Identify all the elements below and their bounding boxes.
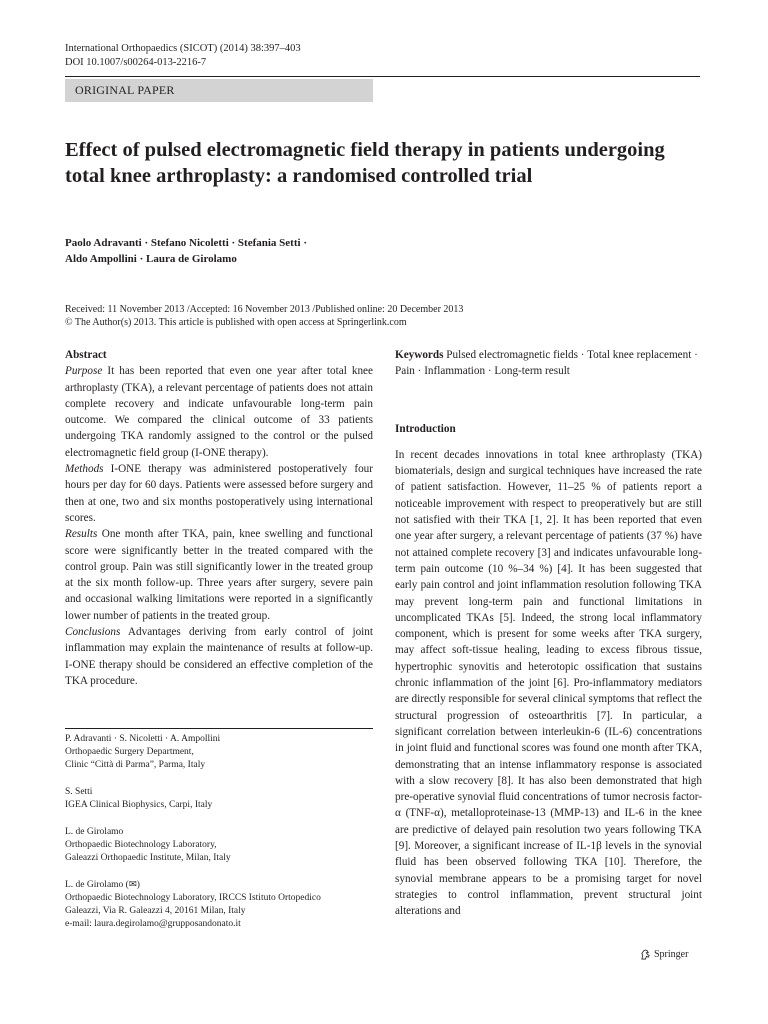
methods-text: I-ONE therapy was administered postoperatively four hours per day for 60 days. Patients were assessed before surgery and then at one, two and six months postoperatively using international scores. xyxy=(65,463,373,524)
article-title: Effect of pulsed electromagnetic field therapy in patients undergoing total knee arthroplasty: a randomised controlled trial xyxy=(65,139,665,187)
results-text: One month after TKA, pain, knee swelling and functional score were significantly better in the treated compared with the control group. Pain was still significantly lower in the treated group at the six month follow-up. Three years after surgery, severe pain and occasional walking limitations were reported in a significantly lower number of patients in the treated group. xyxy=(65,528,373,622)
affiliations xyxy=(65,733,373,931)
affiliation xyxy=(65,733,373,772)
keywords xyxy=(395,347,702,380)
abstract xyxy=(65,347,373,689)
authors-line-2: Aldo Ampollini · Laura de Girolamo xyxy=(65,253,237,265)
springer-horse-icon xyxy=(640,949,651,960)
publisher-name: Springer xyxy=(654,949,689,960)
affiliation-line: IGEA Clinical Biophysics, Carpi, Italy xyxy=(65,800,213,810)
email-link[interactable]: e-mail: laura.degirolamo@grupposandonato.it xyxy=(65,919,241,929)
keywords-heading: Keywords xyxy=(395,349,444,361)
keywords-text: Pulsed electromagnetic fields · Total knee replacement · Pain · Inflammation · Long-term result xyxy=(395,349,698,378)
doi[interactable]: DOI 10.1007/s00264-013-2216-7 xyxy=(65,57,207,68)
corresponding-affiliation xyxy=(65,879,373,931)
abstract-conclusions xyxy=(65,624,373,689)
section-label: ORIGINAL PAPER xyxy=(65,79,373,102)
affiliation xyxy=(65,826,373,865)
affiliation-rule xyxy=(65,728,373,729)
abstract-methods xyxy=(65,461,373,526)
conclusions-text: Advantages deriving from early control of joint inflammation may explain the maintenance of results at follow-up. I-ONE therapy should be considered an effective completion of the TKA procedure. xyxy=(65,626,373,687)
affiliation-line: Orthopaedic Biotechnology Laboratory, IRCCS Istituto Ortopedico xyxy=(65,893,321,903)
methods-label: Methods xyxy=(65,463,104,476)
authors-line-1: Paolo Adravanti · Stefano Nicoletti · Stefania Setti · xyxy=(65,237,307,249)
affiliation-line: L. de Girolamo xyxy=(65,827,124,837)
introduction-heading: Introduction xyxy=(395,422,456,435)
publication-dates: Received: 11 November 2013 /Accepted: 16 November 2013 /Published online: 20 December 2013 xyxy=(65,304,464,315)
publisher-logo xyxy=(640,949,688,960)
abstract-heading: Abstract xyxy=(65,349,107,361)
article-history xyxy=(65,303,705,329)
results-label: Results xyxy=(65,528,98,541)
affiliation-line: S. Setti xyxy=(65,787,93,797)
affiliation-line: L. de Girolamo (✉) xyxy=(65,880,140,890)
right-column xyxy=(395,347,702,920)
affiliation-line: P. Adravanti · S. Nicoletti · A. Ampollini xyxy=(65,734,221,744)
abstract-results xyxy=(65,526,373,624)
author-list xyxy=(65,235,465,267)
journal-header xyxy=(65,42,301,70)
conclusions-label: Conclusions xyxy=(65,626,121,639)
affiliation-line: Galeazzi, Via R. Galeazzi 4, 20161 Milan, Italy xyxy=(65,906,246,916)
introduction-text: In recent decades innovations in total knee arthroplasty (TKA) biomaterials, design and surgical techniques have increased the rate of patient satisfaction. However, 11–25 % of patients report a noticeable improvement with respect to preoperatively but are still not satisfied with their TKA [1, 2]. It has been reported that even one year after surgery, a relevant percentage of patients (37 %) have not attained complete recovery [3] and indicates unfavourable long-term pain outcome (10 %–34 %) [4]. It has been suggested that early pain control and joint inflammation resolution following TKA may prevent long-term pain and functional limitations in uncomplicated TKAs [5]. Indeed, the strong local inflammatory component, which is present for some weeks after TKA surgery, may affect soft-tissue healing, leading to excess fibrous tissue, hypertrophic synovitis and heterotopic ossification that sustains chronic inflammation of the joint [6]. Pro-inflammatory mediators are directly responsible for several clinical symptoms that reflect the structural progression of osteoarthritis [7]. In particular, a significant correlation between interleukin-6 (IL-6) concentrations in joint fluid and functional scores was found one month after TKA, demonstrating that an intense inflammatory response is associated with a slow recovery [8]. It has also been demonstrated that high pre-operative synovial fluid concentrations of tumor necrosis factor-α (TNF-α), metalloproteinase-13 (MMP-13) and IL-6 in the knee are predictive of delayed pain resolution two years following TKA [9]. Moreover, a significant increase of IL-1β levels in the synovial fluid has been observed following TKA [10]. Therefore, the synovial membrane appears to be a promising target for novel strategies to control inflammation, prevent structural joint alterations and xyxy=(395,448,702,918)
affiliation-line: Orthopaedic Surgery Department, xyxy=(65,747,194,757)
copyright-notice: © The Author(s) 2013. This article is published with open access at Springerlink.com xyxy=(65,317,407,328)
affiliation-line: Orthopaedic Biotechnology Laboratory, xyxy=(65,840,217,850)
abstract-purpose xyxy=(65,363,373,461)
affiliation-line: Clinic “Città di Parma”, Parma, Italy xyxy=(65,760,206,770)
affiliation-line: Galeazzi Orthopaedic Institute, Milan, Italy xyxy=(65,853,231,863)
header-rule xyxy=(65,76,700,77)
journal-citation: International Orthopaedics (SICOT) (2014) 38:397–403 xyxy=(65,43,301,54)
affiliation xyxy=(65,786,373,812)
purpose-text: It has been reported that even one year after total knee arthroplasty (TKA), a relevant percentage of patients does not attain complete recovery and indicate unfavourable long-term pain outcome. We compared the clinical outcome of 33 patients undergoing TKA randomly assigned to the control or the pulsed electromagnetic field group (I-ONE therapy). xyxy=(65,365,373,459)
purpose-label: Purpose xyxy=(65,365,103,378)
